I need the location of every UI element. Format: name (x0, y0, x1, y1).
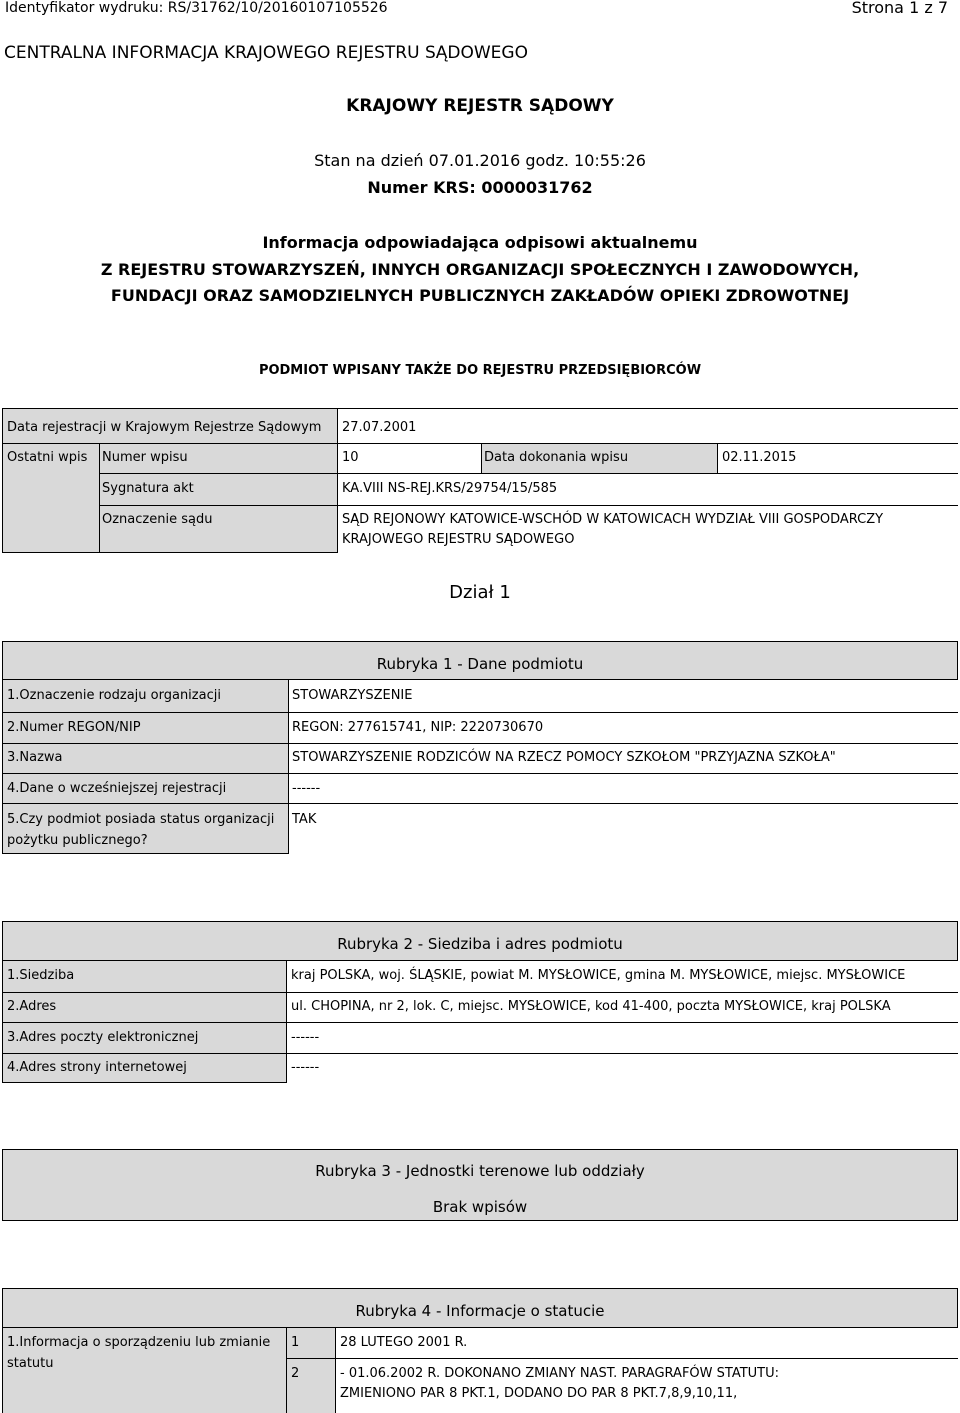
rubric-1-row-3-value: STOWARZYSZENIE RODZICÓW NA RZECZ POMOCY SZKOŁOM "PRZYJAZNA SZKOŁA" (292, 750, 836, 765)
rubric-4-entry-2-no: 2 (291, 1366, 300, 1381)
entity-note: PODMIOT WPISANY TAKŻE DO REJESTRU PRZEDSIĘBIORCÓW (258, 363, 702, 378)
entry-no-value: 10 (342, 450, 359, 465)
last-entry-label: Ostatni wpis (7, 450, 88, 465)
krs-number: Numer KRS: 0000031762 (367, 178, 593, 197)
rubric-1-row-1-value: STOWARZYSZENIE (292, 688, 413, 703)
rubric-4-entry-1-no: 1 (291, 1335, 300, 1350)
rubric-3-title: Rubryka 3 - Jednostki terenowe lub oddziały (315, 1162, 645, 1180)
rubric-4-label: 1.Informacja o sporządzeniu lub zmianie (7, 1335, 271, 1350)
rubric-2-row-3-value: ------ (291, 1030, 320, 1045)
rubric-1-row-2-label: 2.Numer REGON/NIP (7, 720, 141, 735)
central-title: CENTRALNA INFORMACJA KRAJOWEGO REJESTRU SĄDOWEGO (4, 43, 528, 63)
rubric-1-row-2-value: REGON: 277615741, NIP: 2220730670 (292, 720, 544, 735)
info-line: Informacja odpowiadająca odpisowi aktualnemu (262, 233, 698, 252)
signature-value: KA.VIII NS-REJ.KRS/29754/15/585 (342, 481, 558, 496)
entry-no-label: Numer wpisu (102, 450, 188, 465)
rubric-1-row-5-label: 5.Czy podmiot posiada status organizacji (7, 812, 275, 827)
rubric-2-row-1-value: kraj POLSKA, woj. ŚLĄSKIE, powiat M. MYSŁOWICE, gmina M. MYSŁOWICE, miejsc. MYSŁOWICE (291, 968, 906, 983)
rubric-1-row-5-label-2: pożytku publicznego? (7, 833, 148, 848)
rubric-1-row-4-value: ------ (292, 781, 321, 796)
rubric-1-row-1-label: 1.Oznaczenie rodzaju organizacji (7, 688, 221, 703)
entry-date-label: Data dokonania wpisu (484, 450, 629, 465)
reg-date-value: 27.07.2001 (342, 420, 417, 435)
court-value-2: KRAJOWEGO REJESTRU SĄDOWEGO (342, 532, 575, 547)
register-line-2: FUNDACJI ORAZ SAMODZIELNYCH PUBLICZNYCH ZAKŁADÓW OPIEKI ZDROWOTNEJ (110, 286, 850, 305)
rubric-4-entry-1-text: 28 LUTEGO 2001 R. (340, 1335, 468, 1350)
rubric-2-row-2-label: 2.Adres (7, 999, 57, 1014)
section-title: Dział 1 (449, 582, 511, 603)
rubric-2-row-3-label: 3.Adres poczty elektronicznej (7, 1030, 199, 1045)
rubric-2-row-4-label: 4.Adres strony internetowej (7, 1060, 187, 1075)
page-number: Strona 1 z 7 (851, 0, 948, 17)
rubric-4-title: Rubryka 4 - Informacje o statucie (355, 1302, 605, 1320)
rubric-2-row-1-label: 1.Siedziba (7, 968, 75, 983)
court-value-1: SĄD REJONOWY KATOWICE-WSCHÓD W KATOWICACH WYDZIAŁ VIII GOSPODARCZY (342, 512, 884, 527)
rubric-1-title: Rubryka 1 - Dane podmiotu (376, 655, 584, 673)
reg-date-label: Data rejestracji w Krajowym Rejestrze Sądowym (7, 420, 322, 435)
rubric-1-row-5-value: TAK (292, 812, 317, 827)
rubric-4-entry-2-text: - 01.06.2002 R. DOKONANO ZMIANY NAST. PARAGRAFÓW STATUTU: (340, 1366, 779, 1381)
rubric-1-row-4-label: 4.Dane o wcześniejszej rejestracji (7, 781, 227, 796)
register-line-1: Z REJESTRU STOWARZYSZEŃ, INNYCH ORGANIZACJI SPOŁECZNYCH I ZAWODOWYCH, (100, 260, 860, 279)
court-label: Oznaczenie sądu (102, 512, 213, 527)
rubric-1-row-3-label: 3.Nazwa (7, 750, 63, 765)
registry-title: KRAJOWY REJESTR SĄDOWY (346, 96, 614, 116)
rubric-4-entry-2-text-2: ZMIENIONO PAR 8 PKT.1, DODANO DO PAR 8 PKT.7,8,9,10,11, (340, 1386, 738, 1401)
rubric-4-label-2: statutu (7, 1356, 54, 1371)
rubric-2-title: Rubryka 2 - Siedziba i adres podmiotu (337, 935, 623, 953)
rubric-2-row-4-value: ------ (291, 1060, 320, 1075)
entry-date-value: 02.11.2015 (722, 450, 797, 465)
status-date: Stan na dzień 07.01.2016 godz. 10:55:26 (314, 151, 646, 170)
signature-label: Sygnatura akt (102, 481, 194, 496)
rubric-2-row-2-value: ul. CHOPINA, nr 2, lok. C, miejsc. MYSŁOWICE, kod 41-400, poczta MYSŁOWICE, kraj POLSKA (291, 999, 891, 1014)
rubric-3-empty: Brak wpisów (432, 1198, 528, 1216)
print-id: Identyfikator wydruku: RS/31762/10/20160107105526 (5, 0, 388, 16)
